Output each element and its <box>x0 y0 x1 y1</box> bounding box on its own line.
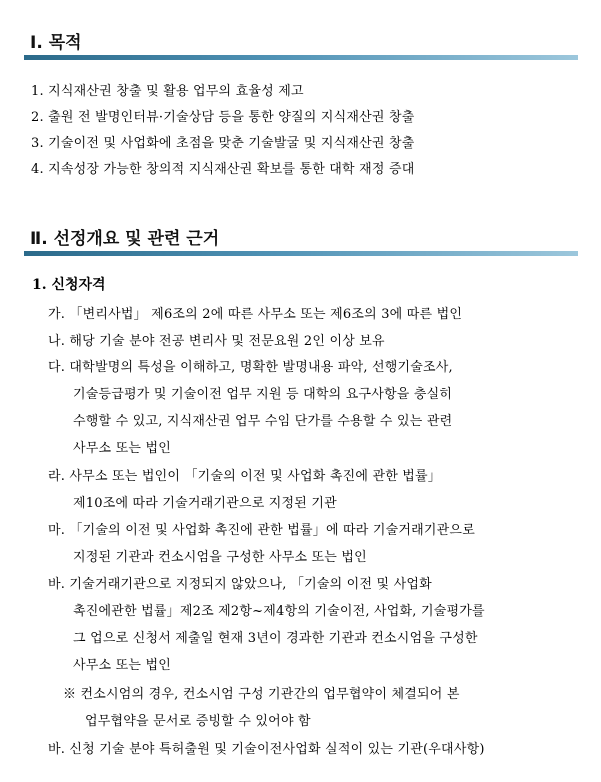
eligibility-line: 다. 대학발명의 특성을 이해하고, 명확한 발명내용 파악, 선행기술조사, <box>48 360 453 375</box>
eligibility-line: 지정된 기관과 컨소시엄을 구성한 사무소 또는 법인 <box>73 550 367 565</box>
eligibility-line: 수행할 수 있고, 지식재산권 업무 수임 단가를 수용할 수 있는 관련 <box>73 414 453 429</box>
eligibility-line: 바. 신청 기술 분야 특허출원 및 기술이전사업화 실적이 있는 기관(우대사항) <box>48 742 485 757</box>
section2-divider <box>24 251 578 256</box>
purpose-item: 4. 지속성장 가능한 창의적 지식재산권 확보를 통한 대학 재정 증대 <box>31 162 415 177</box>
purpose-item: 3. 기술이전 및 사업화에 초점을 맞춘 기술발굴 및 지식재산권 창출 <box>31 136 415 151</box>
eligibility-line: 라. 사무소 또는 법인이 「기술의 이전 및 사업화 촉진에 관한 법률」 <box>48 469 442 484</box>
eligibility-line: 기술등급평가 및 기술이전 업무 지원 등 대학의 요구사항을 충실히 <box>73 387 453 402</box>
eligibility-line: 촉진에관한 법률」제2조 제2항~제4항의 기술이전, 사업화, 기술평가를 <box>73 604 485 619</box>
eligibility-line: 마. 「기술의 이전 및 사업화 촉진에 관한 법률」에 따라 기술거래기관으로 <box>48 523 475 538</box>
eligibility-line: 사무소 또는 법인 <box>73 658 171 673</box>
section1-divider <box>24 55 578 60</box>
section2-title: Ⅱ. 선정개요 및 관련 근거 <box>30 229 220 249</box>
eligibility-line: 바. 기술거래기관으로 지정되지 않았으나, 「기술의 이전 및 사업화 <box>48 577 432 592</box>
purpose-item: 1. 지식재산권 창출 및 활용 업무의 효율성 제고 <box>31 84 304 99</box>
eligibility-line: 그 업으로 신청서 제출일 현재 3년이 경과한 기관과 컨소시엄을 구성한 <box>73 631 478 646</box>
eligibility-note: ※ 컨소시엄의 경우, 컨소시엄 구성 기관간의 업무협약이 체결되어 본 <box>63 687 460 702</box>
eligibility-line: 나. 해당 기술 분야 전공 변리사 및 전문요원 2인 이상 보유 <box>48 334 385 349</box>
purpose-item: 2. 출원 전 발명인터뷰·기술상담 등을 통한 양질의 지식재산권 창출 <box>31 110 415 125</box>
section1-title: Ⅰ. 목적 <box>30 33 82 53</box>
eligibility-line: 사무소 또는 법인 <box>73 441 171 456</box>
eligibility-line: 가. 「변리사법」 제6조의 2에 따른 사무소 또는 제6조의 3에 따른 법인 <box>48 307 463 322</box>
eligibility-line: 제10조에 따라 기술거래기관으로 지정된 기관 <box>73 496 337 511</box>
subheading-eligibility: 1. 신청자격 <box>32 277 106 293</box>
eligibility-note: 업무협약을 문서로 증빙할 수 있어야 함 <box>85 714 311 729</box>
